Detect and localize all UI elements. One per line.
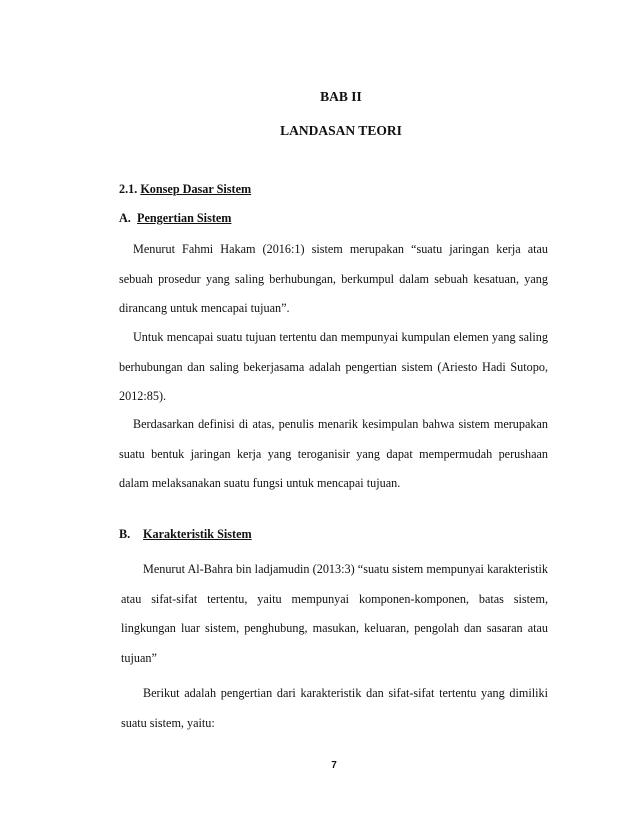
paragraph-a3: Berdasarkan definisi di atas, penulis menarik kesimpulan bahwa sistem merupakan suatu bentuk jaringan kerja yang teroganisir yang dapat mempermudah perushaan dalam melaksanakan suatu fungsi untuk mencapai tujuan. <box>119 417 548 490</box>
paragraph-b1: Menurut Al-Bahra bin ladjamudin (2013:3) “suatu sistem mempunyai karakteristik atau sifat-sifat tertentu, yaitu mempunyai komponen-komponen, batas sistem, lingkungan luar sistem, penghubung, masukan, keluaran, pengolah dan sasaran atau tujuan” <box>121 562 548 665</box>
subsection-a-marker: A. <box>119 211 131 225</box>
section-number: 2.1. <box>119 182 138 196</box>
subsection-a-heading <box>119 211 231 226</box>
subsection-a-title: Pengertian Sistem <box>137 211 232 225</box>
chapter-heading: BAB II <box>320 89 362 104</box>
section-title: Konsep Dasar Sistem <box>140 182 252 196</box>
subsection-b-heading <box>119 527 252 542</box>
paragraph-a1: Menurut Fahmi Hakam (2016:1) sistem merupakan “suatu jaringan kerja atau sebuah prosedur yang saling berhubungan, berkumpul dalam sebuah kesatuan, yang dirancang untuk mencapai tujuan”. <box>119 242 548 315</box>
subsection-b-marker: B. <box>119 527 131 541</box>
section-heading <box>119 182 251 197</box>
page-number: 7 <box>331 760 337 771</box>
paragraph-b2: Berikut adalah pengertian dari karakteristik dan sifat-sifat tertentu yang dimiliki suatu sistem, yaitu: <box>121 686 548 730</box>
chapter-title: LANDASAN TEORI <box>280 123 402 138</box>
paragraph-a2: Untuk mencapai suatu tujuan tertentu dan mempunyai kumpulan elemen yang saling berhubungan dan saling bekerjasama adalah pengertian sistem (Ariesto Hadi Sutopo, 2012:85). <box>119 330 548 403</box>
subsection-b-title: Karakteristik Sistem <box>143 527 252 541</box>
